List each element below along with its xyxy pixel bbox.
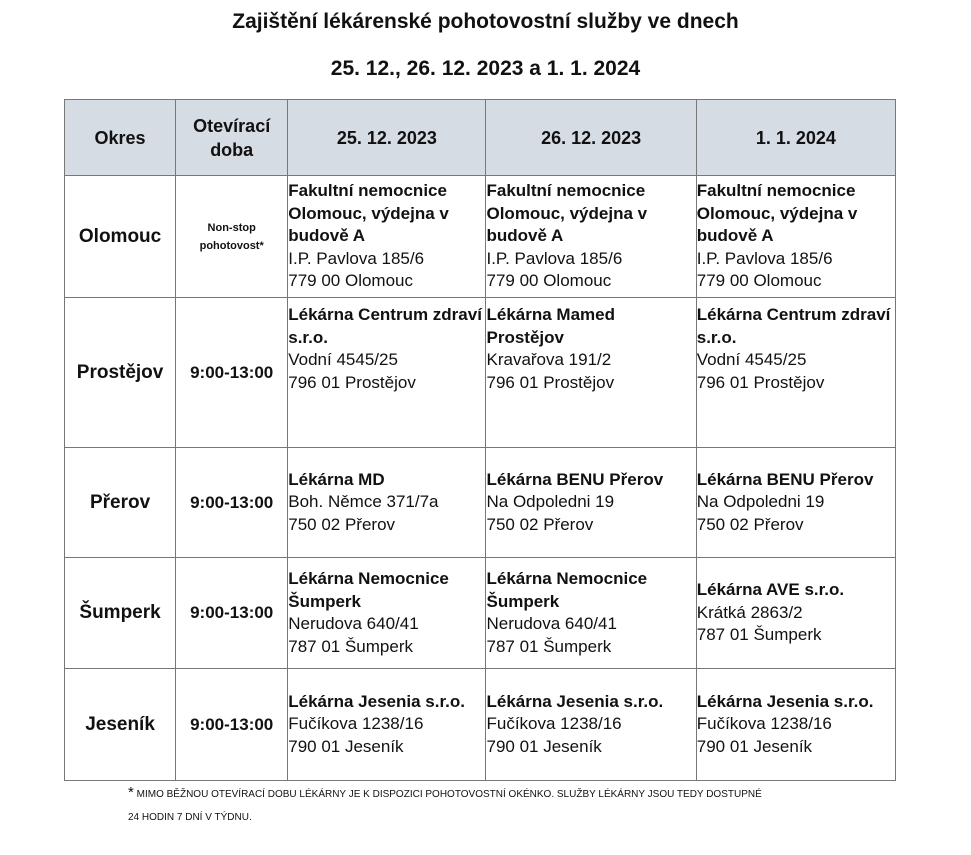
- pharmacy-street: Krátká 2863/2: [696, 602, 803, 622]
- pharmacy-city: 790 01 Jeseník: [288, 736, 404, 756]
- pharmacy-name: Lékárna Nemocnice Šumperk: [288, 569, 449, 611]
- pharmacy-street: Nerudova 640/41: [288, 614, 419, 633]
- pharmacy-street: Fučíkova 1238/16: [486, 714, 622, 734]
- pharmacy-name: Lékárna Centrum zdraví s.r.o.: [696, 305, 891, 347]
- footnote-asterisk: *: [128, 784, 134, 801]
- okres-cell: Šumperk: [65, 558, 176, 669]
- pharmacy-cell: [288, 298, 486, 448]
- footnote-line2: 24 HODIN 7 DNÍ V TÝDNU.: [128, 812, 252, 823]
- pharmacy-cell: [696, 558, 895, 669]
- pharmacy-street: I.P. Pavlova 185/6: [696, 248, 833, 268]
- pharmacy-street: Vodní 4545/25: [696, 350, 807, 369]
- footnote: [128, 781, 888, 829]
- pharmacy-cell: [288, 669, 486, 781]
- header-hours-line1: Otevírací: [193, 115, 271, 136]
- pharmacy-city: 790 01 Jeseník: [486, 736, 602, 756]
- pharmacy-name: Lékárna Centrum zdraví s.r.o.: [288, 305, 482, 347]
- pharmacy-street: I.P. Pavlova 185/6: [486, 248, 623, 268]
- pharmacy-city: 787 01 Šumperk: [696, 625, 822, 645]
- pharmacy-city: 790 01 Jeseník: [696, 736, 813, 756]
- pharmacy-schedule-table: [64, 99, 896, 781]
- pharmacy-city: 750 02 Přerov: [696, 514, 804, 534]
- header-okres: Okres: [65, 100, 176, 176]
- pharmacy-city: 779 00 Olomouc: [696, 271, 822, 291]
- pharmacy-name: Lékárna BENU Přerov: [486, 469, 664, 489]
- header-date-1: 25. 12. 2023: [288, 100, 486, 176]
- pharmacy-name: Lékárna Nemocnice Šumperk: [486, 569, 648, 611]
- pharmacy-city: 779 00 Olomouc: [486, 271, 612, 291]
- pharmacy-name: Lékárna BENU Přerov: [696, 469, 874, 489]
- pharmacy-street: Nerudova 640/41: [486, 614, 617, 633]
- hours-line2: pohotovost*: [199, 239, 264, 252]
- pharmacy-cell: [288, 176, 486, 298]
- pharmacy-cell: [486, 558, 696, 669]
- pharmacy-cell: [696, 448, 895, 558]
- pharmacy-street: I.P. Pavlova 185/6: [288, 248, 425, 268]
- header-hours-line2: doba: [210, 139, 254, 160]
- pharmacy-city: 796 01 Prostějov: [486, 372, 615, 392]
- pharmacy-street: Fučíkova 1238/16: [696, 714, 832, 734]
- hours-cell: 9:00-13:00: [176, 669, 288, 781]
- pharmacy-name: Lékárna AVE s.r.o.: [696, 580, 845, 600]
- pharmacy-cell: [288, 558, 486, 669]
- footnote-text-1: MIMO BĚŽNOU OTEVÍRACÍ DOBU LÉKÁRNY JE K DISPOZICI POHOTOVOSTNÍ OKÉNKO. SLUŽBY LÉKÁRNY JSOU TEDY DOSTUPNÉ: [136, 789, 762, 800]
- pharmacy-name: Lékárna Jesenia s.r.o.: [288, 691, 465, 711]
- header-date-2: 26. 12. 2023: [486, 100, 696, 176]
- pharmacy-cell: [486, 176, 696, 298]
- footnote-line1: [128, 781, 888, 806]
- header-date-3: 1. 1. 2024: [696, 100, 895, 176]
- okres-cell: Přerov: [65, 448, 176, 558]
- pharmacy-cell: [696, 176, 895, 298]
- hours-cell: 9:00-13:00: [176, 448, 288, 558]
- pharmacy-city: 779 00 Olomouc: [288, 271, 413, 291]
- header-hours: [176, 100, 288, 176]
- pharmacy-cell: [486, 669, 696, 781]
- pharmacy-name: Fakultní nemocnice Olomouc, výdejna v budově A: [486, 181, 648, 246]
- pharmacy-name: Lékárna Mamed Prostějov: [486, 305, 615, 347]
- hours-line1: Non-stop: [207, 221, 256, 234]
- pharmacy-name: Lékárna MD: [288, 469, 385, 489]
- pharmacy-street: Boh. Němce 371/7a: [288, 492, 439, 512]
- header-row: [65, 100, 896, 176]
- table-row: [65, 448, 896, 558]
- okres-cell: Olomouc: [65, 176, 176, 298]
- okres-cell: Prostějov: [65, 298, 176, 448]
- page-subtitle-dates: 25. 12., 26. 12. 2023 a 1. 1. 2024: [330, 57, 641, 80]
- pharmacy-street: Na Odpoledni 19: [486, 492, 615, 512]
- table-row: [65, 176, 896, 298]
- table-row: [65, 298, 896, 448]
- pharmacy-city: 750 02 Přerov: [288, 514, 396, 534]
- hours-cell: 9:00-13:00: [176, 558, 288, 669]
- page-title: Zajištění lékárenské pohotovostní služby ve dnech: [232, 10, 739, 33]
- pharmacy-city: 750 02 Přerov: [486, 514, 594, 534]
- pharmacy-cell: [696, 298, 895, 448]
- pharmacy-cell: [288, 448, 486, 558]
- pharmacy-city: 787 01 Šumperk: [486, 636, 612, 656]
- table-row: [65, 558, 896, 669]
- okres-cell: Jeseník: [65, 669, 176, 781]
- pharmacy-name: Fakultní nemocnice Olomouc, výdejna v budově A: [288, 181, 449, 246]
- pharmacy-cell: [696, 669, 895, 781]
- pharmacy-name: Fakultní nemocnice Olomouc, výdejna v budově A: [696, 181, 858, 246]
- pharmacy-city: 796 01 Prostějov: [288, 372, 416, 392]
- pharmacy-name: Lékárna Jesenia s.r.o.: [696, 691, 874, 711]
- pharmacy-street: Na Odpoledni 19: [696, 492, 825, 512]
- hours-cell: 9:00-13:00: [176, 298, 288, 448]
- pharmacy-city: 796 01 Prostějov: [696, 372, 825, 392]
- pharmacy-street: Vodní 4545/25: [288, 350, 398, 369]
- pharmacy-street: Kravařova 191/2: [486, 350, 612, 369]
- pharmacy-cell: [486, 448, 696, 558]
- table-row: [65, 669, 896, 781]
- pharmacy-street: Fučíkova 1238/16: [288, 714, 424, 734]
- pharmacy-name: Lékárna Jesenia s.r.o.: [486, 691, 664, 711]
- pharmacy-city: 787 01 Šumperk: [288, 636, 413, 656]
- hours-cell: [176, 176, 288, 298]
- pharmacy-cell: [486, 298, 696, 448]
